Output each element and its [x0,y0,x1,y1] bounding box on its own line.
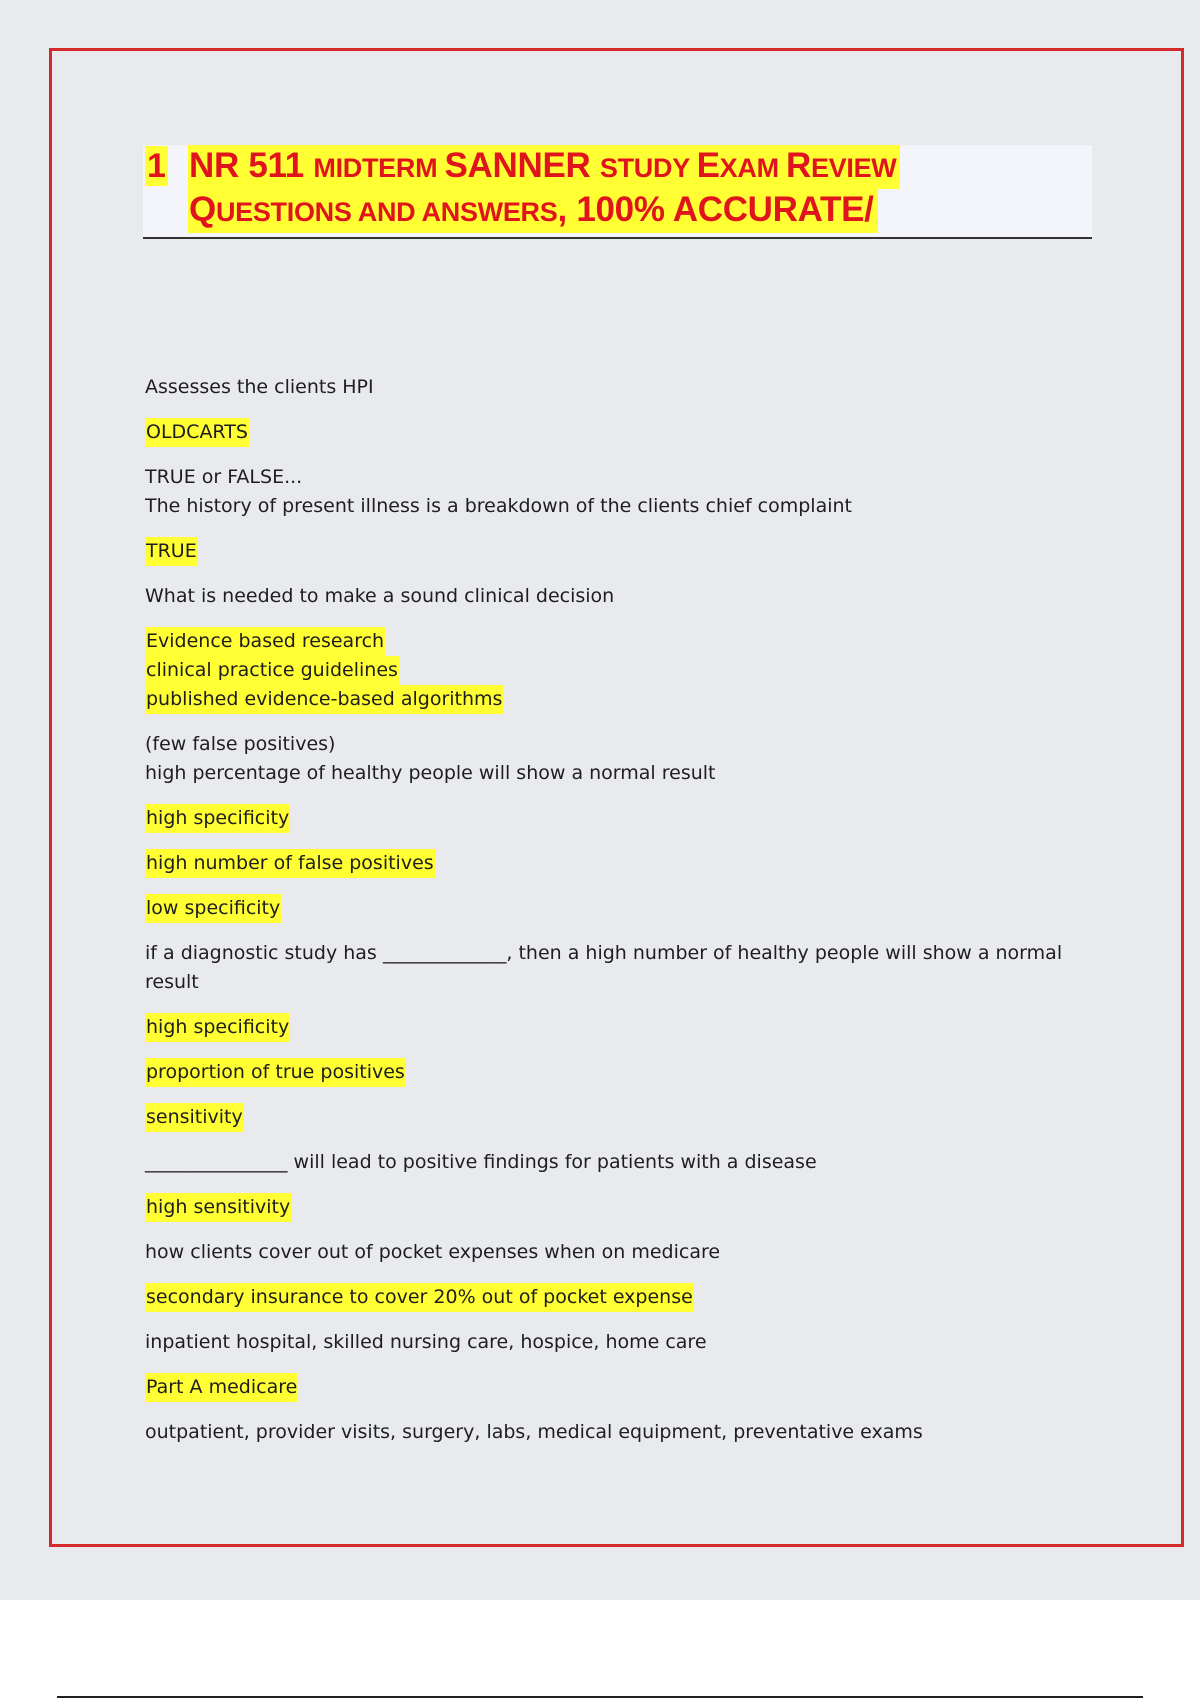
question-block [145,463,1095,521]
answer-text: clinical practice guidelines [145,656,399,685]
question-block [145,373,1095,402]
answer-block [145,1373,1095,1402]
question-block [145,1238,1095,1267]
answer-text: Evidence based research [145,627,385,656]
question-text: The history of present illness is a breakdown of the clients chief complaint [145,495,852,517]
title-segment: , 100% ACCURATE/ [557,190,874,229]
answer-block [145,1193,1095,1222]
answer-text: TRUE [145,537,198,566]
answer-text: sensitivity [145,1103,244,1132]
title-segment: EVIEW [810,153,897,183]
question-text: Assesses the clients HPI [145,376,374,398]
question-text: how clients cover out of pocket expenses when on medicare [145,1241,721,1263]
title-segment: UESTIONS AND ANSWERS [215,197,558,227]
title-segment: MIDTERM [313,153,445,183]
question-text: TRUE or FALSE... [145,466,303,488]
title-segment: E [696,146,720,185]
footer-rule [57,1696,1143,1698]
question-block [145,1148,1095,1177]
answer-text: OLDCARTS [145,418,249,447]
question-block [145,1328,1095,1357]
title-segment: NR 511 [189,146,314,185]
answer-block [145,1103,1095,1132]
title-segment: SANNER [444,146,600,185]
answer-text: high specificity [145,804,290,833]
answer-block [145,849,1095,878]
answer-text: Part A medicare [145,1373,298,1402]
title-line-2 [188,189,878,233]
title-segment: XAM [719,153,786,183]
answer-block [145,1058,1095,1087]
answer-text: high specificity [145,1013,290,1042]
title-line-1 [188,145,900,189]
question-text: (few false positives) [145,733,336,755]
question-text: _______________ will lead to positive findings for patients with a disease [145,1151,817,1173]
title-segment: R [785,146,811,185]
answer-text: secondary insurance to cover 20% out of pocket expense [145,1283,694,1312]
answer-block [145,1283,1095,1312]
question-answer-list [145,373,1095,1463]
answer-block [145,894,1095,923]
answer-text: proportion of true positives [145,1058,406,1087]
answer-block [145,418,1095,447]
question-text: inpatient hospital, skilled nursing care, hospice, home care [145,1331,707,1353]
question-block [145,1418,1095,1447]
answer-text: high sensitivity [145,1193,291,1222]
answer-block [145,1013,1095,1042]
title-segment: STUDY [599,153,697,183]
title-number: 1 [147,147,166,185]
answer-block [145,627,1095,714]
question-text: outpatient, provider visits, surgery, labs, medical equipment, preventative exams [145,1421,923,1443]
answer-text: high number of false positives [145,849,435,878]
question-block [145,730,1095,788]
question-block [145,582,1095,611]
question-text: What is needed to make a sound clinical decision [145,585,615,607]
answer-text: low specificity [145,894,281,923]
question-block [145,939,1095,997]
question-text: if a diagnostic study has _____________, then a high number of healthy people will show a normal result [145,942,1063,993]
question-text: high percentage of healthy people will show a normal result [145,762,716,784]
title-segment: Q [189,190,216,229]
answer-block [145,537,1095,566]
answer-block [145,804,1095,833]
answer-text: published evidence-based algorithms [145,685,503,714]
